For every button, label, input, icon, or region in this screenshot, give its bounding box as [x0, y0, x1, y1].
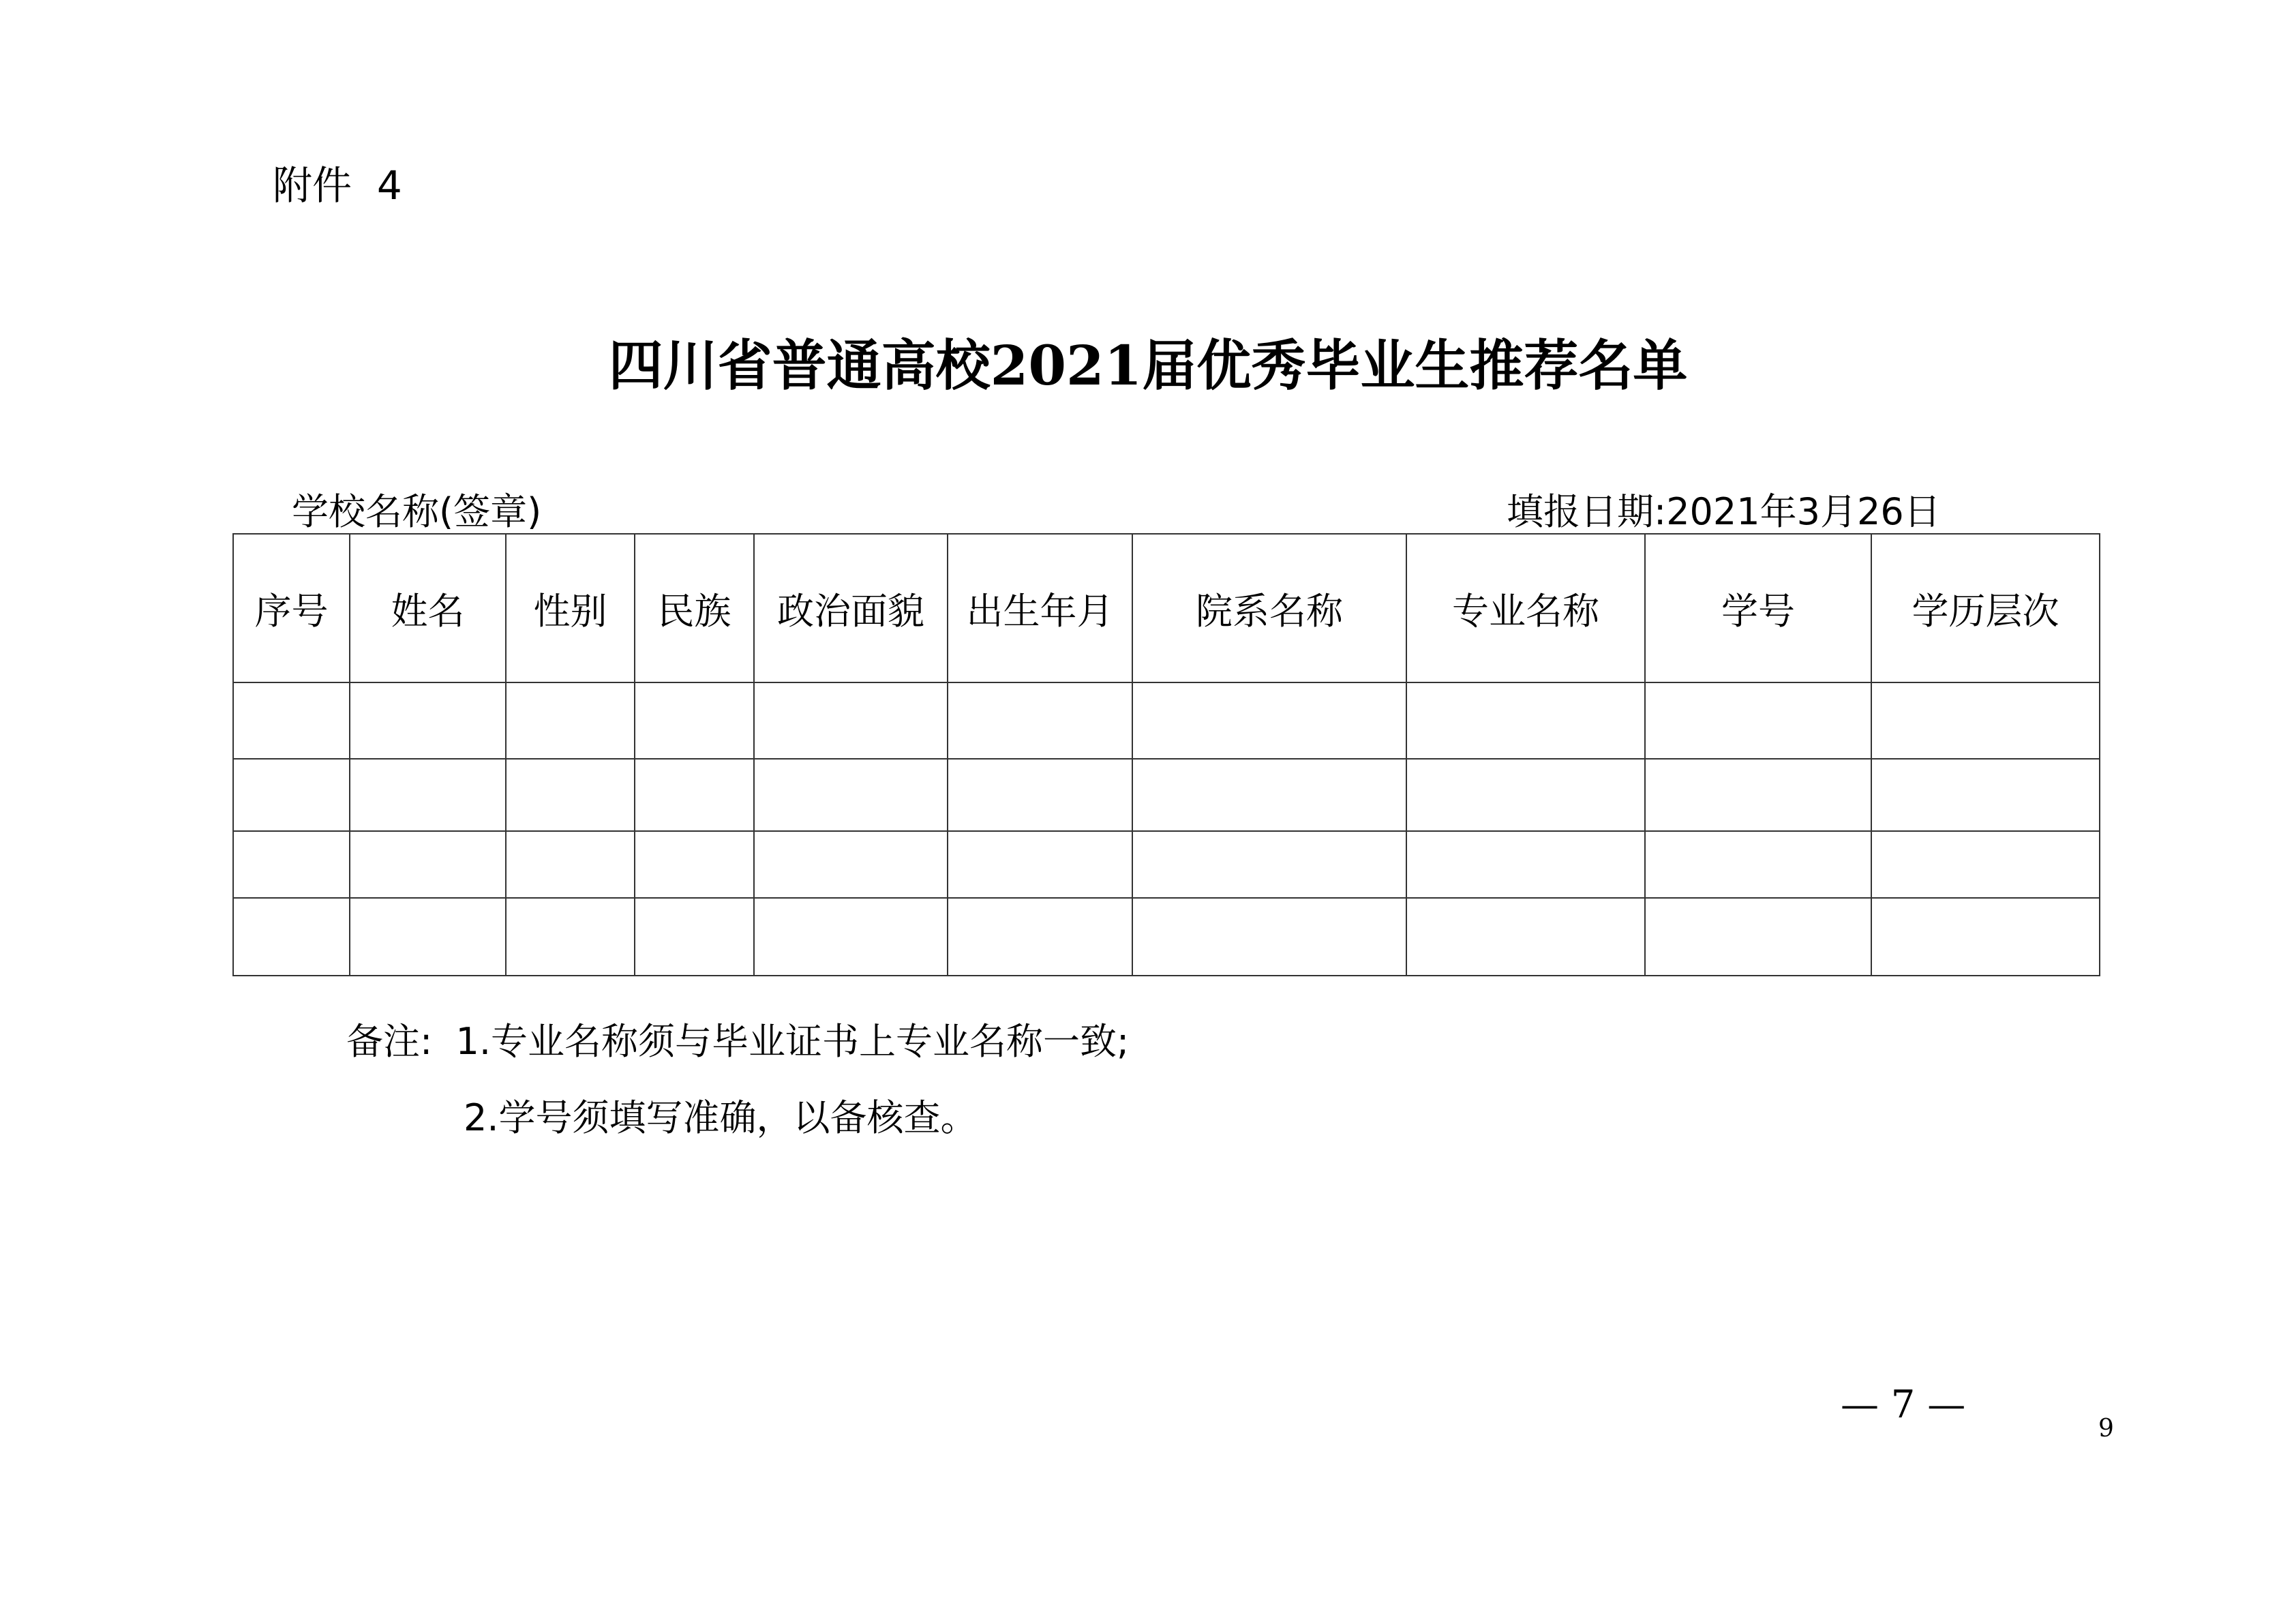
table-cell[interactable]: [506, 759, 635, 831]
table-cell[interactable]: [1406, 759, 1645, 831]
header-major: 专业名称: [1406, 534, 1645, 682]
sheet-number: 9: [2098, 1415, 2114, 1443]
header-birth-date: 出生年月: [948, 534, 1132, 682]
table-row: [233, 898, 2100, 976]
table-cell[interactable]: [1132, 898, 1406, 976]
table-cell[interactable]: [1132, 759, 1406, 831]
table-row: [233, 759, 2100, 831]
table-cell[interactable]: [350, 831, 506, 898]
table-cell[interactable]: [948, 759, 1132, 831]
table-cell[interactable]: [350, 759, 506, 831]
table-cell[interactable]: [233, 898, 350, 976]
table-cell[interactable]: [233, 682, 350, 759]
table-cell[interactable]: [506, 831, 635, 898]
remark-line-1: 备注: 1.专业名称须与毕业证书上专业名称一致;: [346, 1020, 1130, 1063]
table-cell[interactable]: [506, 682, 635, 759]
table-cell[interactable]: [1645, 759, 1871, 831]
table-cell[interactable]: [1871, 831, 2100, 898]
table-cell[interactable]: [350, 682, 506, 759]
table-header-row: [233, 534, 2100, 682]
table-cell[interactable]: [350, 898, 506, 976]
table-cell[interactable]: [1132, 831, 1406, 898]
table-cell[interactable]: [635, 759, 754, 831]
table-cell[interactable]: [754, 898, 948, 976]
table-cell[interactable]: [233, 831, 350, 898]
header-ethnicity: 民族: [635, 534, 754, 682]
table-cell[interactable]: [754, 682, 948, 759]
table-cell[interactable]: [233, 759, 350, 831]
table-cell[interactable]: [1645, 831, 1871, 898]
table-cell[interactable]: [635, 682, 754, 759]
table-cell[interactable]: [1406, 898, 1645, 976]
table-cell[interactable]: [948, 682, 1132, 759]
recommendation-table: [232, 533, 2100, 976]
table-cell[interactable]: [1645, 898, 1871, 976]
header-gender: 性别: [506, 534, 635, 682]
table-cell[interactable]: [754, 831, 948, 898]
fill-date-label: 填报日期:2021年3月26日: [1507, 490, 1941, 533]
header-department: 院系名称: [1132, 534, 1406, 682]
table-cell[interactable]: [948, 898, 1132, 976]
table-cell[interactable]: [754, 759, 948, 831]
school-name-label: 学校名称(签章): [292, 490, 542, 533]
table-row: [233, 831, 2100, 898]
table-cell[interactable]: [635, 831, 754, 898]
table-cell[interactable]: [1871, 759, 2100, 831]
table-cell[interactable]: [1132, 682, 1406, 759]
header-student-id: 学号: [1645, 534, 1871, 682]
table-cell[interactable]: [1406, 831, 1645, 898]
header-education-level: 学历层次: [1871, 534, 2100, 682]
remark-line-2: 2.学号须填写准确，以备核查。: [464, 1096, 978, 1139]
attachment-label: 附件 4: [273, 162, 402, 209]
page-number: — 7 —: [1841, 1383, 1966, 1427]
table-cell[interactable]: [635, 898, 754, 976]
table-cell[interactable]: [1645, 682, 1871, 759]
table-row: [233, 682, 2100, 759]
header-political-status: 政治面貌: [754, 534, 948, 682]
table-cell[interactable]: [1406, 682, 1645, 759]
table-cell[interactable]: [506, 898, 635, 976]
table-cell[interactable]: [948, 831, 1132, 898]
table-cell[interactable]: [1871, 898, 2100, 976]
table-cell[interactable]: [1871, 682, 2100, 759]
header-name: 姓名: [350, 534, 506, 682]
document-title: 四川省普通高校2021届优秀毕业生推荐名单: [608, 333, 1688, 397]
header-serial-no: 序号: [233, 534, 350, 682]
